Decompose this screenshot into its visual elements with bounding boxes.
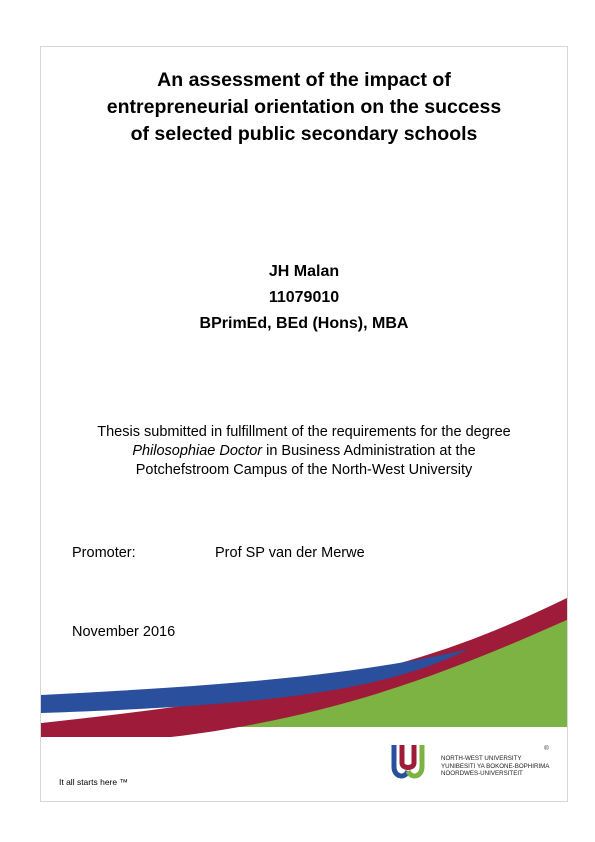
author-block bbox=[41, 259, 567, 337]
promoter-label: Promoter: bbox=[72, 545, 136, 561]
statement-line-2 bbox=[41, 442, 567, 461]
student-number: 11079010 bbox=[268, 289, 340, 306]
title-line: entrepreneurial orientation on the success bbox=[106, 96, 502, 118]
author-name: JH Malan bbox=[268, 263, 340, 280]
promoter-name: Prof SP van der Merwe bbox=[215, 545, 365, 561]
statement-line-2-rest: in Business Administration at the bbox=[262, 443, 476, 459]
tagline: It all starts here ™ bbox=[59, 777, 128, 787]
nwu-logo-icon bbox=[391, 739, 425, 783]
thesis-title bbox=[41, 67, 567, 148]
thesis-cover-page bbox=[40, 46, 568, 802]
title-line: of selected public secondary schools bbox=[130, 123, 478, 145]
decorative-swoosh bbox=[41, 587, 568, 747]
submission-statement bbox=[41, 423, 567, 480]
submission-date: November 2016 bbox=[72, 624, 176, 640]
university-name bbox=[441, 755, 549, 778]
statement-line-1: Thesis submitted in fulfillment of the requirements for the degree bbox=[97, 424, 511, 440]
registered-mark: ® bbox=[544, 745, 549, 752]
university-name-line: YUNIBESITI YA BOKONE-BOPHIRIMA bbox=[441, 762, 550, 770]
university-name-line: NORTH-WEST UNIVERSITY bbox=[441, 755, 522, 762]
title-line: An assessment of the impact of bbox=[157, 69, 451, 91]
statement-line-3: Potchefstroom Campus of the North-West University bbox=[135, 462, 473, 478]
university-name-line: NOORDWES-UNIVERSITEIT bbox=[441, 770, 523, 778]
degree-name: Philosophiae Doctor bbox=[132, 443, 263, 459]
author-qualifications: BPrimEd, BEd (Hons), MBA bbox=[199, 315, 409, 332]
